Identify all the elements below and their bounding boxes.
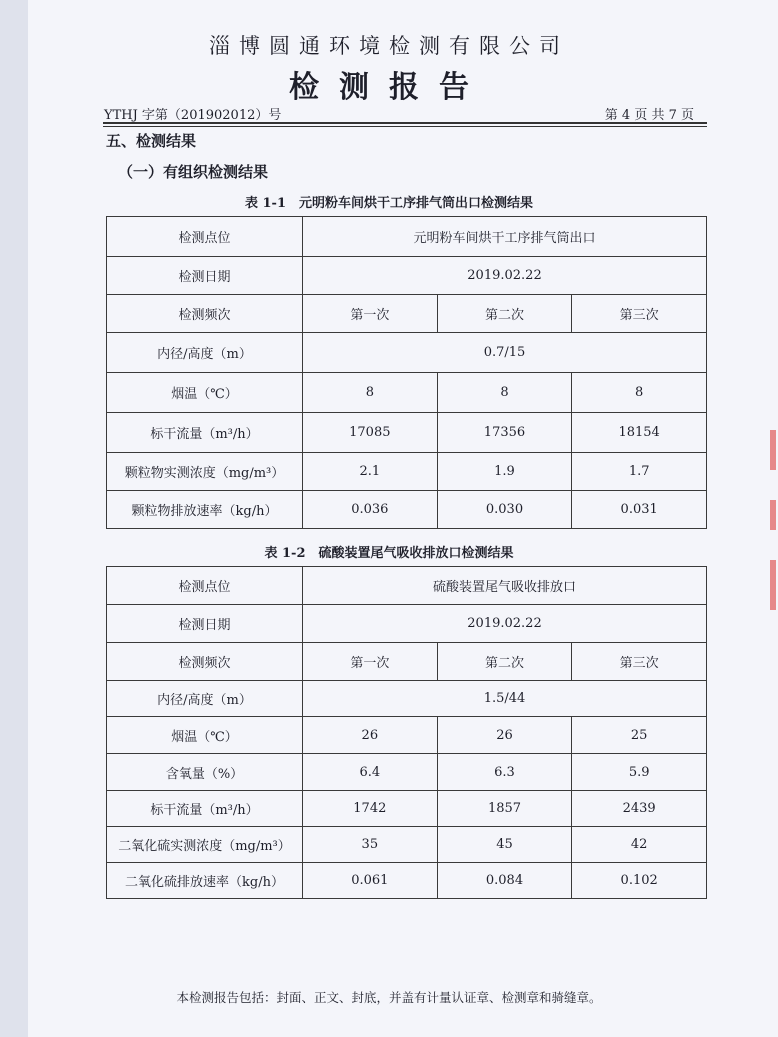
cell-label: 烟温（℃） [107,373,303,413]
table-row [107,681,707,717]
cell-run: 第二次 [437,643,572,681]
table-row [107,333,707,373]
section-heading: 五、检测结果 [106,132,197,150]
cell-value: 26 [437,717,572,754]
cell-label: 内径/高度（m） [107,681,303,717]
table-row [107,453,707,491]
table2 [106,566,707,899]
cell-label: 烟温（℃） [107,717,303,754]
cell-label: 检测点位 [107,217,303,257]
cell-value: 26 [303,717,438,754]
cell-value: 5.9 [572,754,707,791]
cell-value: 0.061 [303,863,438,899]
cell-value: 1742 [303,791,438,827]
table-row [107,567,707,605]
cell-label: 检测日期 [107,605,303,643]
cell-value: 0.031 [572,491,707,529]
cell-value: 1.9 [437,453,572,491]
table-row [107,863,707,899]
page-number: 第 4 页 共 7 页 [604,108,694,123]
cell-run: 第一次 [303,643,438,681]
cell-label: 含氧量（%） [107,754,303,791]
table1-caption: 表 1-1 元明粉车间烘干工序排气筒出口检测结果 [244,196,533,211]
table-row [107,295,707,333]
cell-value: 0.030 [437,491,572,529]
cell-value: 0.036 [303,491,438,529]
cell-value: 2439 [572,791,707,827]
cell-value: 18154 [572,413,707,453]
cell-label: 颗粒物实测浓度（mg/m³） [107,453,303,491]
cell-date: 2019.02.22 [303,605,707,643]
seam-stamp-mark [770,430,776,470]
cell-value: 2.1 [303,453,438,491]
subsection-heading: （一）有组织检测结果 [118,163,269,181]
cell-date: 2019.02.22 [303,257,707,295]
cell-value: 1857 [437,791,572,827]
cell-label: 二氧化硫实测浓度（mg/m³） [107,827,303,863]
table-row [107,754,707,791]
cell-value: 0.084 [437,863,572,899]
cell-value: 8 [437,373,572,413]
table-row [107,257,707,295]
cell-value: 42 [572,827,707,863]
table-row [107,827,707,863]
cell-value: 25 [572,717,707,754]
table-row [107,373,707,413]
cell-value: 8 [572,373,707,413]
cell-label: 检测频次 [107,295,303,333]
cell-value: 35 [303,827,438,863]
cell-label: 内径/高度（m） [107,333,303,373]
cell-site: 元明粉车间烘干工序排气筒出口 [303,217,707,257]
table-row [107,791,707,827]
page-edge [0,0,28,1037]
cell-size: 0.7/15 [303,333,707,373]
cell-value: 45 [437,827,572,863]
cell-value: 6.3 [437,754,572,791]
cell-value: 17085 [303,413,438,453]
seam-stamp-mark [770,500,776,530]
cell-site: 硫酸装置尾气吸收排放口 [303,567,707,605]
table-row [107,643,707,681]
cell-size: 1.5/44 [303,681,707,717]
document-number: YTHJ 字第（201902012）号 [104,108,282,123]
table-row [107,217,707,257]
cell-label: 标干流量（m³/h） [107,791,303,827]
cell-value: 8 [303,373,438,413]
company-name: 淄博圆通环境检测有限公司 [209,34,569,58]
cell-value: 6.4 [303,754,438,791]
cell-label: 检测日期 [107,257,303,295]
cell-run: 第二次 [437,295,572,333]
cell-label: 颗粒物排放速率（kg/h） [107,491,303,529]
cell-label: 检测点位 [107,567,303,605]
cell-value: 1.7 [572,453,707,491]
table2-caption: 表 1-2 硫酸装置尾气吸收排放口检测结果 [264,546,514,561]
cell-value: 0.102 [572,863,707,899]
report-title: 检测报告 [289,70,489,105]
footer-note: 本检测报告包括：封面、正文、封底，并盖有计量认证章、检测章和骑缝章。 [176,990,602,1005]
cell-label: 二氧化硫排放速率（kg/h） [107,863,303,899]
cell-run: 第一次 [303,295,438,333]
header-rule [103,126,707,127]
cell-run: 第三次 [572,643,707,681]
cell-value: 17356 [437,413,572,453]
seam-stamp-mark [770,560,776,610]
cell-label: 检测频次 [107,643,303,681]
table-row [107,413,707,453]
cell-label: 标干流量（m³/h） [107,413,303,453]
table1 [106,216,707,529]
table-row [107,605,707,643]
header-rule [103,122,707,124]
cell-run: 第三次 [572,295,707,333]
table-row [107,717,707,754]
table-row [107,491,707,529]
